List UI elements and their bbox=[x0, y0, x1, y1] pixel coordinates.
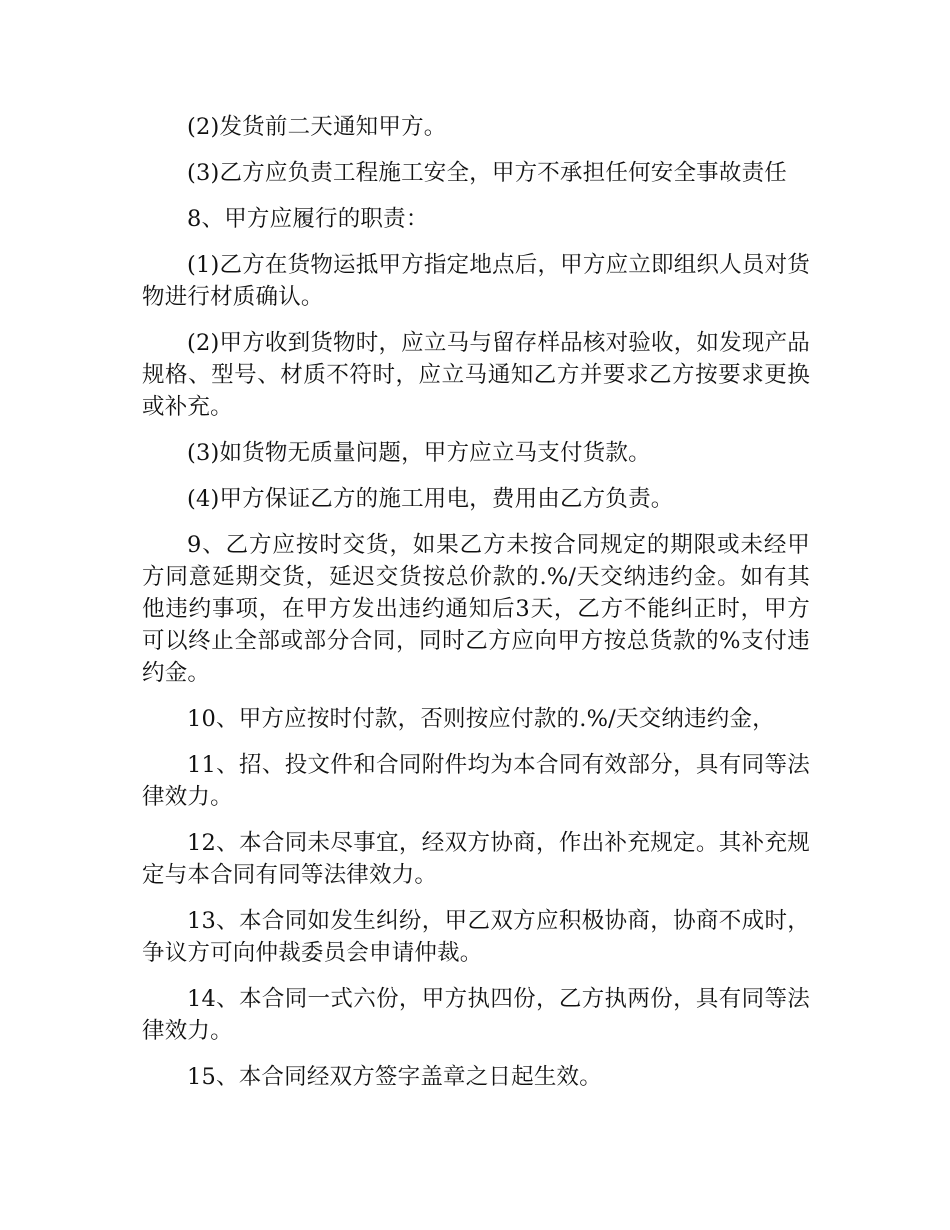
paragraph-inspection-acceptance: (2)甲方收到货物时，应立马与留存样品核对验收，如发现产品规格、型号、材质不符时，应立马通知乙方并要求乙方按要求更换或补充。 bbox=[142, 330, 810, 420]
paragraph-material-confirmation: (1)乙方在货物运抵甲方指定地点后，甲方应立即组织人员对货物进行材质确认。 bbox=[142, 252, 810, 310]
paragraph-payment: (3)如货物无质量问题，甲方应立马支付货款。 bbox=[187, 440, 651, 466]
paragraph-construction-safety: (3)乙方应负责工程施工安全，甲方不承担任何安全事故责任 bbox=[187, 160, 787, 186]
paragraph-attachments: 11、招、投文件和合同附件均为本合同有效部分，具有同等法律效力。 bbox=[142, 752, 810, 810]
paragraph-copies: 14、本合同一式六份，甲方执四份，乙方执两份，具有同等法律效力。 bbox=[142, 986, 810, 1044]
paragraph-party-a-duties-heading: 8、甲方应履行的职责： bbox=[187, 206, 429, 232]
paragraph-supplementary: 12、本合同未尽事宜，经双方协商，作出补充规定。其补充规定与本合同有同等法律效力。 bbox=[142, 830, 810, 888]
paragraph-effective-date: 15、本合同经双方签字盖章之日起生效。 bbox=[187, 1064, 602, 1090]
paragraph-delivery-notice: (2)发货前二天通知甲方。 bbox=[187, 114, 447, 140]
paragraph-delivery-penalty: 9、乙方应按时交货，如果乙方未按合同规定的期限或未经甲方同意延期交货，延迟交货按总价款的.%/天交纳违约金。如有其他违约事项，在甲方发出违约通知后3天，乙方不能纠正时，甲方可以终止全部或部分合同，同时乙方应向甲方按总货款的%支付违约金。 bbox=[142, 532, 810, 686]
paragraph-disputes: 13、本合同如发生纠纷，甲乙双方应积极协商，协商不成时，争议方可向仲裁委员会申请仲裁。 bbox=[142, 908, 810, 966]
paragraph-electricity: (4)甲方保证乙方的施工用电，费用由乙方负责。 bbox=[187, 486, 674, 512]
document-body bbox=[142, 111, 810, 1107]
paragraph-payment-penalty: 10、甲方应按时付款，否则按应付款的.%/天交纳违约金， bbox=[187, 706, 775, 732]
